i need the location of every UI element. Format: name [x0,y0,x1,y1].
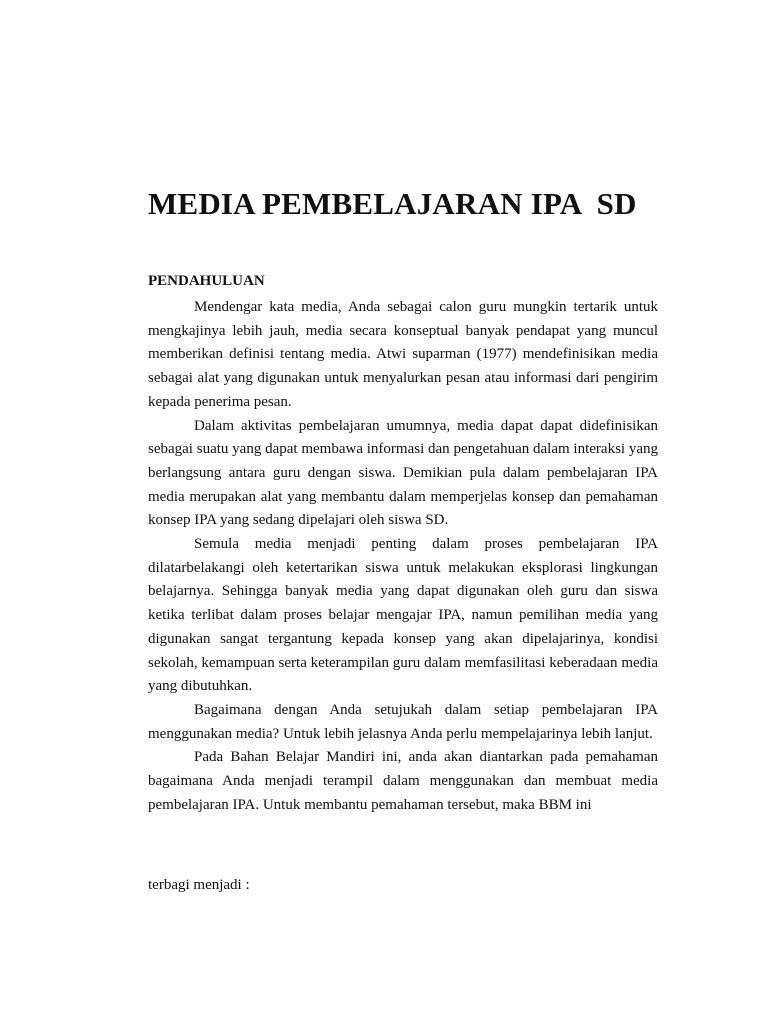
paragraph: Semula media menjadi penting dalam proses pembelajaran IPA dilatarbelakangi oleh ketertarikan siswa untuk melakukan eksplorasi lingkungan belajarnya. Sehingga banyak media yang dapat digunakan oleh guru dan siswa ketika terlibat dalam proses belajar mengajar IPA, namun pemilihan media yang digunakan sangat tergantung kepada konsep yang akan dipelajarinya, kondisi sekolah, kemampuan serta keterampilan guru dalam memfasilitasi keberadaan media yang dibutuhkan. [148,536,658,695]
closing-line: terbagi menjadi : [148,877,250,893]
paragraph: Pada Bahan Belajar Mandiri ini, anda akan diantarkan pada pemahaman bagaimana Anda menjadi terampil dalam menggunakan dan membuat media pembelajaran IPA. Untuk membantu pemahaman tersebut, maka BBM ini [148,749,658,813]
page-title: MEDIA PEMBELAJARAN IPA SD [148,186,637,221]
section-heading: PENDAHULUAN [148,273,265,289]
paragraph: Mendengar kata media, Anda sebagai calon guru mungkin tertarik untuk mengkajinya lebih jauh, media secara konseptual banyak pendapat yang muncul memberikan definisi tentang media. Atwi suparman (1977) mendefinisikan media sebagai alat yang digunakan untuk menyalurkan pesan atau informasi dari pengirim kepada penerima pesan. [148,299,658,410]
paragraph: Bagaimana dengan Anda setujukah dalam setiap pembelajaran IPA menggunakan media? Untuk lebih jelasnya Anda perlu mempelajarinya lebih lanjut. [148,701,658,742]
paragraph: Dalam aktivitas pembelajaran umumnya, media dapat dapat didefinisikan sebagai suatu yang dapat membawa informasi dan pengetahuan dalam interaksi yang berlangsung antara guru dengan siswa. Demikian pula dalam pembelajaran IPA media merupakan alat yang membantu dalam memperjelas konsep dan pemahaman konsep IPA yang sedang dipelajari oleh siswa SD. [148,417,658,529]
body-text [148,296,658,817]
